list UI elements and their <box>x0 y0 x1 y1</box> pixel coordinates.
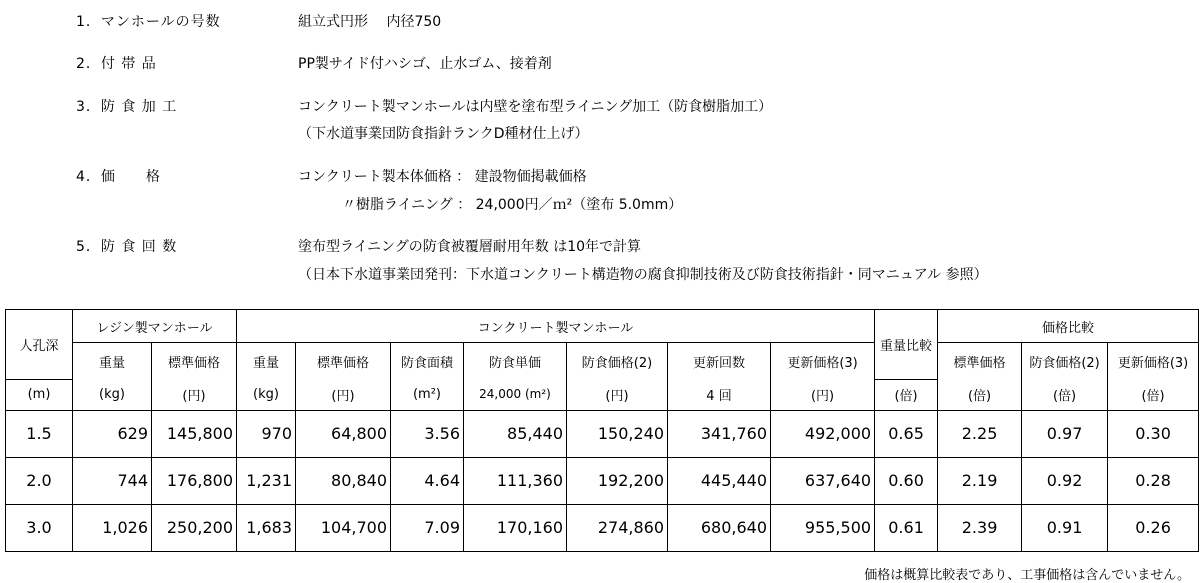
cell: 192,200 <box>567 457 668 504</box>
table-subheader-row <box>6 343 1199 380</box>
cell: 104,700 <box>296 504 391 551</box>
header-concrete: コンクリート製マンホール <box>237 310 875 343</box>
subheader: 更新価格(3) <box>1108 343 1199 380</box>
note-line-2-1: PP製サイド付ハシゴ、止水ゴム、接着剤 <box>298 56 552 72</box>
cell: 2.25 <box>938 410 1022 457</box>
unit-cell: (円) <box>567 379 668 410</box>
cell: 970 <box>237 410 296 457</box>
header-depth: 人孔深 <box>6 310 73 380</box>
subheader: 防食価格(2) <box>1022 343 1108 380</box>
unit-cell: (m²) <box>391 379 464 410</box>
subheader: 重量 <box>237 343 296 380</box>
header-resin: レジン製マンホール <box>73 310 237 343</box>
note-label-4: 4．価 格 <box>76 169 161 185</box>
unit-cell: (円) <box>771 379 875 410</box>
subheader: 更新価格(3) <box>771 343 875 380</box>
subheader: 標準価格 <box>938 343 1022 380</box>
cell: 2.19 <box>938 457 1022 504</box>
header-price-ratio: 価格比較 <box>938 310 1199 343</box>
unit-cell: (倍) <box>875 379 938 410</box>
cell: 3.56 <box>391 410 464 457</box>
cell-depth: 2.0 <box>6 457 73 504</box>
table-group-header-row <box>6 310 1199 343</box>
cell: 955,500 <box>771 504 875 551</box>
cell: 0.30 <box>1108 410 1199 457</box>
cell: 0.61 <box>875 504 938 551</box>
subheader: 重量 <box>73 343 152 380</box>
cell: 85,440 <box>464 410 567 457</box>
note-line-4-1: コンクリート製本体価格 ： 建設物価掲載価格 <box>298 169 587 185</box>
cell: 1,026 <box>73 504 152 551</box>
cell: 2.39 <box>938 504 1022 551</box>
cell: 629 <box>73 410 152 457</box>
footer-note: 価格は概算比較表であり、工事価格は含んでいません。 <box>864 568 1190 583</box>
cell: 0.65 <box>875 410 938 457</box>
unit-cell: (m) <box>6 379 73 410</box>
cell: 7.09 <box>391 504 464 551</box>
note-line-3-1: コンクリート製マンホールは内壁を塗布型ライニング加工（防食樹脂加工） <box>298 99 773 115</box>
cell-depth: 1.5 <box>6 410 73 457</box>
table-row <box>6 410 1199 457</box>
cell: 0.26 <box>1108 504 1199 551</box>
cell: 1,231 <box>237 457 296 504</box>
cell: 492,000 <box>771 410 875 457</box>
cell: 445,440 <box>668 457 771 504</box>
note-line-5-1: 塗布型ライニングの防食被覆層耐用年数 は10年で計算 <box>298 239 642 255</box>
unit-cell: (kg) <box>73 379 152 410</box>
note-label-2: 2．付 帯 品 <box>76 56 157 72</box>
note-label-5: 5．防 食 回 数 <box>76 239 178 255</box>
note-line-1-1: 組立式円形 内径750 <box>298 14 442 30</box>
unit-cell: (円) <box>152 379 237 410</box>
note-line-4-2: 〃樹脂ライニング ： 24,000円／ｍ²（塗布 5.0mm） <box>342 197 683 213</box>
cell: 0.97 <box>1022 410 1108 457</box>
subheader: 防食単価 <box>464 343 567 380</box>
cell: 341,760 <box>668 410 771 457</box>
cell: 0.28 <box>1108 457 1199 504</box>
cell: 64,800 <box>296 410 391 457</box>
cell: 176,800 <box>152 457 237 504</box>
note-line-3-2: （下水道事業団防食指針ランクD種材仕上げ） <box>298 126 589 142</box>
unit-cell: (倍) <box>938 379 1022 410</box>
unit-cell: (倍) <box>1108 379 1199 410</box>
note-label-1: 1．マンホールの号数 <box>76 14 221 30</box>
cell: 111,360 <box>464 457 567 504</box>
cell: 1,683 <box>237 504 296 551</box>
cell: 0.60 <box>875 457 938 504</box>
cell: 150,240 <box>567 410 668 457</box>
subheader: 防食価格(2) <box>567 343 668 380</box>
subheader: 更新回数 <box>668 343 771 380</box>
cell: 680,640 <box>668 504 771 551</box>
cell: 170,160 <box>464 504 567 551</box>
unit-cell: (円) <box>296 379 391 410</box>
unit-cell: 4 回 <box>668 379 771 410</box>
cell: 80,840 <box>296 457 391 504</box>
subheader: 標準価格 <box>152 343 237 380</box>
unit-cell: (kg) <box>237 379 296 410</box>
subheader: 標準価格 <box>296 343 391 380</box>
table-row <box>6 504 1199 551</box>
cell: 250,200 <box>152 504 237 551</box>
note-line-5-2: （日本下水道事業団発刊：下水道コンクリート構造物の腐食抑制技術及び防食技術指針・同マニュアル 参照） <box>298 267 988 283</box>
table-units-row <box>6 379 1199 410</box>
cell: 4.64 <box>391 457 464 504</box>
cell-depth: 3.0 <box>6 504 73 551</box>
header-weight-ratio: 重量比較 <box>875 310 938 380</box>
table-row <box>6 457 1199 504</box>
cell: 145,800 <box>152 410 237 457</box>
comparison-table <box>5 309 1199 552</box>
cell: 637,640 <box>771 457 875 504</box>
cell: 274,860 <box>567 504 668 551</box>
note-label-3: 3．防 食 加 工 <box>76 99 178 115</box>
cell: 0.92 <box>1022 457 1108 504</box>
cell: 744 <box>73 457 152 504</box>
cell: 0.91 <box>1022 504 1108 551</box>
unit-cell: 24,000 (m²) <box>464 379 567 410</box>
subheader: 防食面積 <box>391 343 464 380</box>
unit-cell: (倍) <box>1022 379 1108 410</box>
